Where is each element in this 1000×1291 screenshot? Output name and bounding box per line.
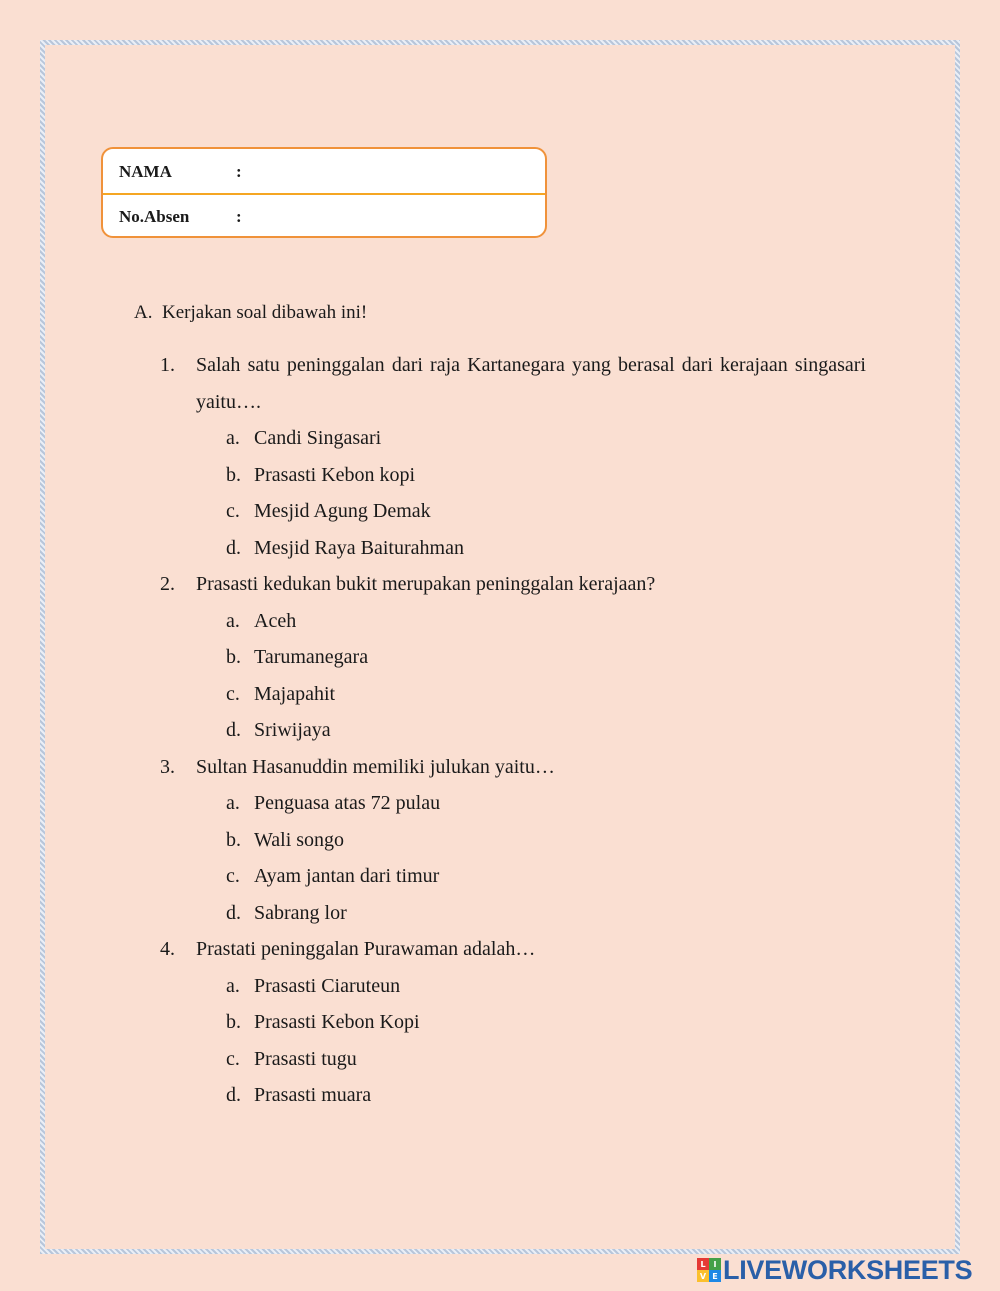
option-letter: c.	[226, 1047, 240, 1070]
option-text: Candi Singasari	[254, 427, 382, 449]
option-letter: b.	[226, 1011, 241, 1033]
option-letter: a.	[226, 609, 240, 632]
option-text: Tarumanegara	[254, 646, 369, 668]
option-letter: a.	[226, 427, 240, 449]
question-number: 4.	[160, 938, 175, 960]
option-text: Prasasti Kebon kopi	[254, 463, 416, 486]
logo-tile-i: I	[709, 1258, 721, 1270]
option-text: Prasasti Kebon Kopi	[254, 1011, 420, 1033]
option-letter: b.	[226, 463, 241, 486]
section-title: Kerjakan soal dibawah ini!	[162, 302, 368, 323]
option-letter: c.	[226, 865, 240, 887]
option-text: Mesjid Agung Demak	[254, 500, 431, 522]
option-item[interactable]	[226, 676, 866, 713]
option-item[interactable]	[226, 1004, 866, 1041]
question-text: Prasasti kedukan bukit merupakan peninggalan kerajaan?	[196, 573, 656, 595]
option-list	[226, 603, 866, 749]
option-item[interactable]	[226, 639, 866, 676]
option-item[interactable]	[226, 822, 866, 859]
absen-colon: :	[236, 207, 242, 226]
option-item[interactable]	[226, 603, 866, 640]
option-letter: d.	[226, 719, 241, 741]
option-letter: a.	[226, 974, 240, 997]
option-text: Sriwijaya	[254, 719, 331, 741]
question-1	[160, 347, 866, 566]
option-letter: c.	[226, 500, 240, 522]
option-letter: d.	[226, 1084, 241, 1106]
question-3	[160, 749, 866, 932]
logo-tile-l: L	[697, 1258, 709, 1270]
option-item[interactable]	[226, 712, 866, 749]
option-item[interactable]	[226, 968, 866, 1005]
question-4	[160, 931, 866, 1114]
question-text: Salah satu peninggalan dari raja Kartanegara yang berasal dari kerajaan singasari yaitu….	[196, 354, 866, 413]
option-list	[226, 785, 866, 931]
option-item[interactable]	[226, 858, 866, 895]
brand-text: LIVEWORKSHEETS	[723, 1254, 973, 1285]
option-letter: a.	[226, 792, 240, 814]
question-text: Prastati peninggalan Purawaman adalah…	[196, 938, 536, 960]
option-text: Penguasa atas 72 pulau	[254, 792, 441, 814]
liveworksheets-brand[interactable]	[697, 1256, 972, 1284]
liveworksheets-logo-icon	[697, 1258, 721, 1282]
option-list	[226, 968, 866, 1114]
option-item[interactable]	[226, 785, 866, 822]
absen-label: No.Absen	[119, 207, 190, 226]
option-item[interactable]	[226, 895, 866, 932]
option-letter: d.	[226, 901, 241, 924]
logo-tile-v: V	[697, 1270, 709, 1282]
question-2	[160, 566, 866, 749]
option-item[interactable]	[226, 420, 866, 457]
option-text: Prasasti tugu	[254, 1047, 357, 1070]
question-text: Sultan Hasanuddin memiliki julukan yaitu…	[196, 755, 555, 778]
option-text: Majapahit	[254, 682, 336, 705]
option-letter: b.	[226, 646, 241, 668]
question-number: 1.	[160, 354, 175, 376]
option-item[interactable]	[226, 457, 866, 494]
option-text: Prasasti muara	[254, 1084, 372, 1106]
name-colon: :	[236, 162, 242, 181]
question-list	[160, 347, 866, 1114]
option-item[interactable]	[226, 1077, 866, 1114]
section-heading	[134, 302, 367, 324]
option-item[interactable]	[226, 530, 866, 567]
option-letter: d.	[226, 536, 241, 559]
name-row[interactable]	[103, 149, 545, 195]
option-letter: c.	[226, 682, 240, 705]
logo-tile-e: E	[709, 1270, 721, 1282]
absen-row[interactable]	[103, 195, 545, 238]
option-text: Wali songo	[254, 828, 345, 851]
option-list	[226, 420, 866, 566]
option-text: Aceh	[254, 609, 297, 632]
option-item[interactable]	[226, 493, 866, 530]
student-id-box	[101, 147, 547, 238]
name-label: NAMA	[119, 162, 172, 181]
option-text: Ayam jantan dari timur	[254, 865, 440, 887]
question-number: 3.	[160, 755, 175, 778]
option-text: Mesjid Raya Baiturahman	[254, 536, 464, 559]
section-letter: A.	[134, 302, 153, 323]
option-item[interactable]	[226, 1041, 866, 1078]
option-text: Prasasti Ciaruteun	[254, 974, 401, 997]
option-text: Sabrang lor	[254, 901, 347, 924]
option-letter: b.	[226, 828, 241, 851]
question-number: 2.	[160, 573, 175, 595]
